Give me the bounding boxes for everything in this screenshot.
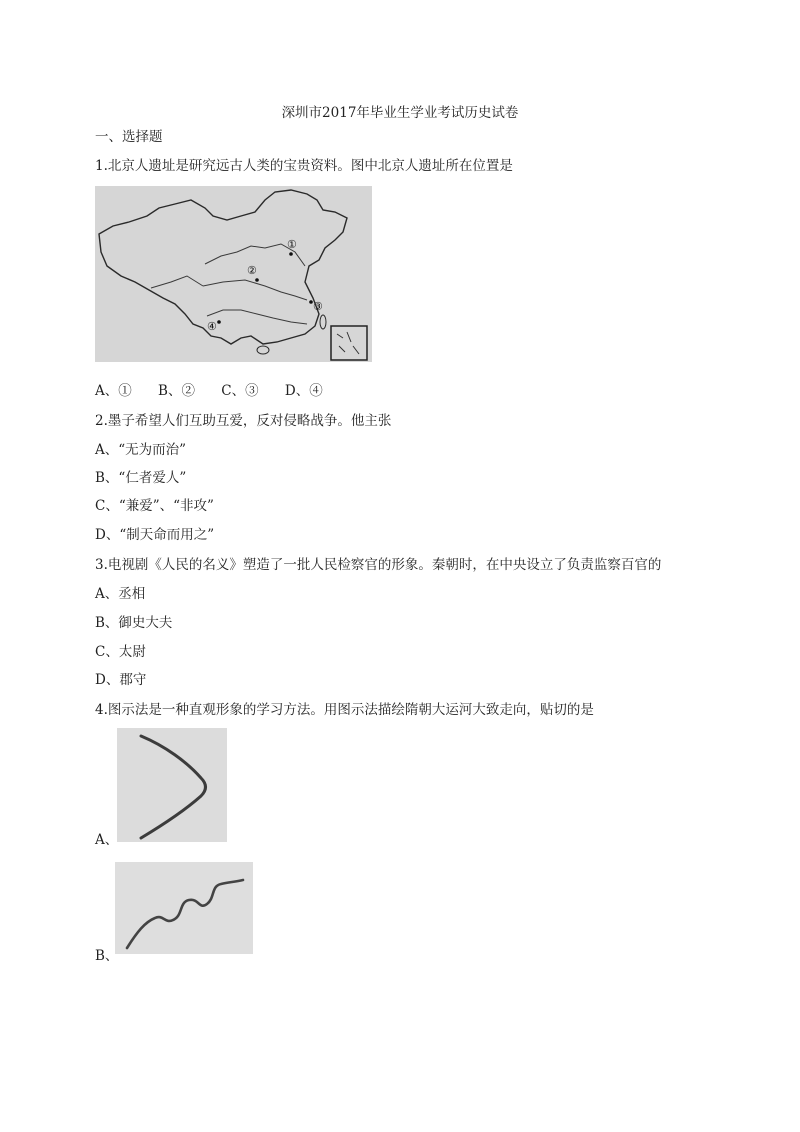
question-4-stem: 4.图示法是一种直观形象的学习方法。用图示法描绘隋朝大运河大致走向，贴切的是 (95, 702, 594, 718)
q1-option-c[interactable]: C、③ (221, 383, 259, 399)
wavy-line-drawing (115, 862, 253, 954)
china-map-figure (95, 186, 372, 362)
q1-option-a[interactable]: A、① (95, 383, 132, 399)
q2-option-c[interactable]: C、“兼爱”、“非攻” (95, 498, 214, 514)
question-1-options (95, 382, 345, 400)
section-heading: 一、选择题 (95, 129, 163, 145)
q2-option-b[interactable]: B、“仁者爱人” (95, 470, 187, 486)
map-marker-2: ② (247, 264, 257, 277)
map-marker-4: ④ (207, 320, 217, 333)
q4-option-b[interactable]: B、 (95, 948, 119, 964)
q3-option-d[interactable]: D、郡守 (95, 672, 147, 688)
q2-option-a[interactable]: A、“无为而治” (95, 442, 187, 458)
angled-line-drawing (117, 728, 227, 842)
option-b-figure (115, 862, 253, 954)
map-marker-3: ③ (313, 300, 323, 313)
exam-title: 深圳市2017年毕业生学业考试历史试卷 (281, 105, 519, 121)
map-marker-1: ① (287, 238, 297, 251)
question-3-stem: 3.电视剧《人民的名义》塑造了一批人民检察官的形象。秦朝时，在中央设立了负责监察百官的 (95, 557, 662, 573)
question-1-stem: 1.北京人遗址是研究远古人类的宝贵资料。图中北京人遗址所在位置是 (95, 158, 513, 174)
q3-option-a[interactable]: A、丞相 (95, 586, 146, 602)
china-map (95, 186, 372, 362)
q3-option-c[interactable]: C、太尉 (95, 644, 146, 660)
q2-option-d[interactable]: D、“制天命而用之” (95, 527, 215, 543)
q1-option-d[interactable]: D、④ (284, 383, 323, 399)
q4-option-a[interactable]: A、 (95, 832, 119, 848)
question-2-stem: 2.墨子希望人们互助互爱，反对侵略战争。他主张 (95, 413, 392, 429)
q1-option-b[interactable]: B、② (158, 383, 195, 399)
q3-option-b[interactable]: B、御史大夫 (95, 615, 173, 631)
option-a-figure (117, 728, 227, 842)
